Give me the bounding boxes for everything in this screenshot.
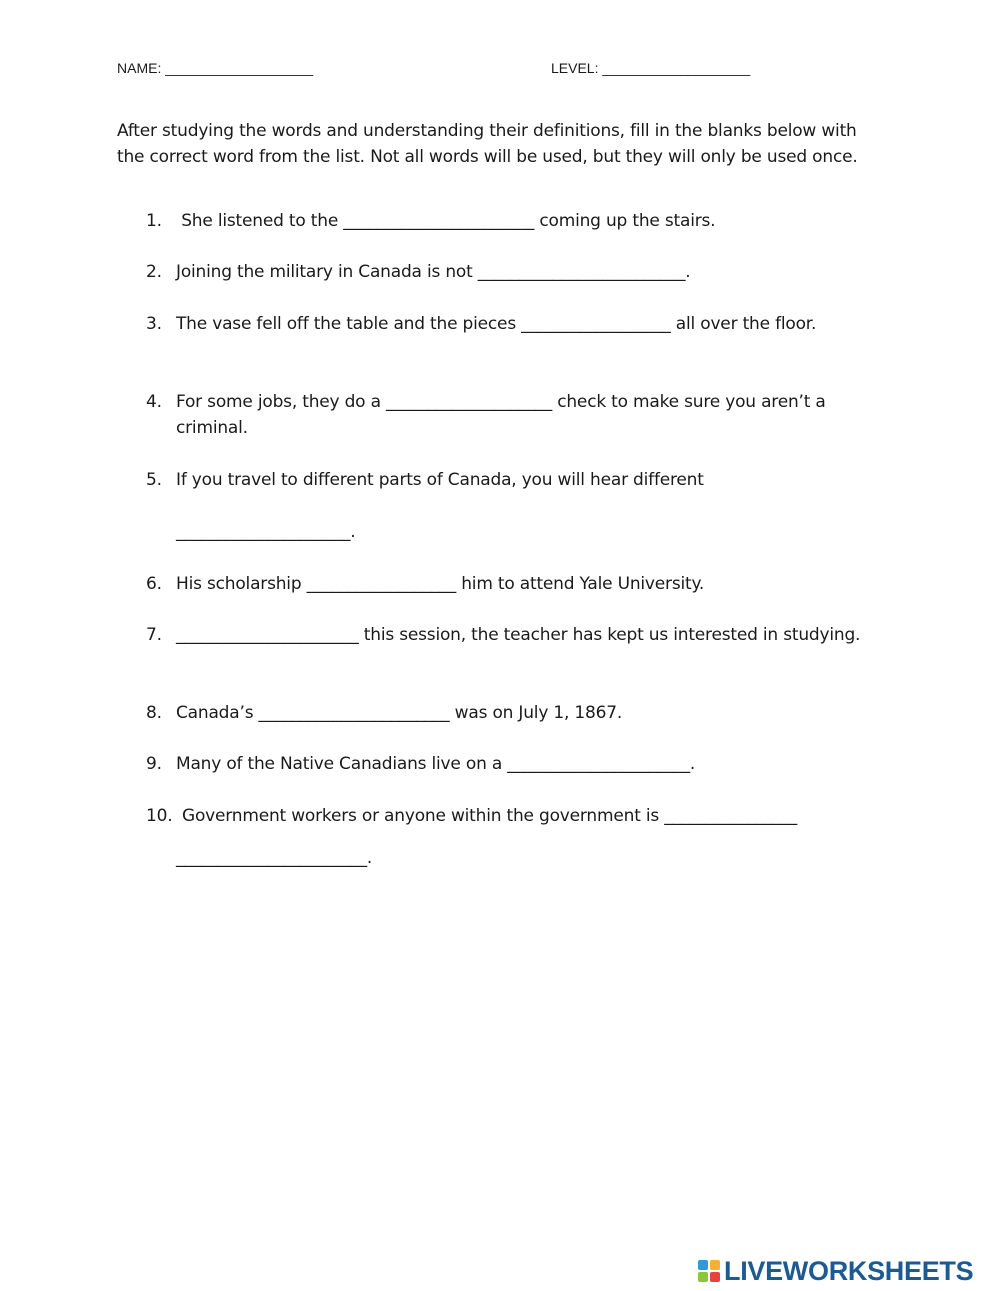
question-number: 10. (146, 806, 173, 826)
question-6 (146, 571, 886, 597)
question-4 (146, 389, 886, 441)
question-text: Government workers or anyone within the government is ________________ (182, 806, 798, 826)
logo-mark-icon (698, 1260, 720, 1282)
question-9 (146, 751, 886, 777)
logo-square-green (698, 1272, 708, 1282)
question-text[interactable]: She listened to the _______________________ coming up the stairs. (176, 211, 716, 231)
question-number: 5. (146, 470, 162, 490)
question-8 (146, 700, 886, 726)
question-number: 4. (146, 392, 162, 412)
question-text[interactable]: Joining the military in Canada is not _________________________. (176, 262, 691, 282)
question-blank-line[interactable]: _______________________. (176, 848, 373, 868)
question-7 (146, 622, 886, 648)
logo-square-yellow (710, 1260, 720, 1270)
question-text[interactable]: Many of the Native Canadians live on a ______________________. (176, 754, 696, 774)
logo-text: LIVEWORKSHEETS (724, 1255, 974, 1286)
name-field[interactable]: NAME: ___________________ (117, 60, 314, 76)
question-1 (146, 208, 886, 234)
worksheet-header (117, 60, 817, 82)
question-text[interactable]: Canada’s _______________________ was on July 1, 1867. (176, 703, 623, 723)
question-text[interactable]: For some jobs, they do a ____________________ check to make sure you aren’t a criminal. (176, 392, 831, 438)
question-text[interactable]: His scholarship __________________ him to attend Yale University. (176, 574, 705, 594)
question-number: 6. (146, 574, 162, 594)
question-number: 8. (146, 703, 162, 723)
question-3 (146, 311, 886, 337)
question-text: If you travel to different parts of Canada, you will hear different (176, 470, 704, 490)
question-number: 3. (146, 314, 162, 334)
logo-square-red (710, 1272, 720, 1282)
question-text[interactable]: ______________________ this session, the teacher has kept us interested in studying. (176, 625, 861, 645)
question-2 (146, 259, 886, 285)
question-number: 1. (146, 211, 162, 231)
instructions-paragraph: After studying the words and understanding their definitions, fill in the blanks below with the correct word from the list. Not all words will be used, but they will only be used once. (117, 121, 858, 167)
question-5 (146, 467, 886, 545)
question-number: 7. (146, 625, 162, 645)
question-number: 9. (146, 754, 162, 774)
question-blank-line[interactable]: _____________________. (176, 522, 356, 542)
question-number: 2. (146, 262, 162, 282)
question-text[interactable]: The vase fell off the table and the pieces __________________ all over the floor. (176, 314, 817, 334)
liveworksheets-logo (698, 1256, 973, 1286)
question-10 (146, 803, 886, 871)
logo-square-blue (698, 1260, 708, 1270)
level-field[interactable]: LEVEL: ___________________ (551, 60, 751, 76)
